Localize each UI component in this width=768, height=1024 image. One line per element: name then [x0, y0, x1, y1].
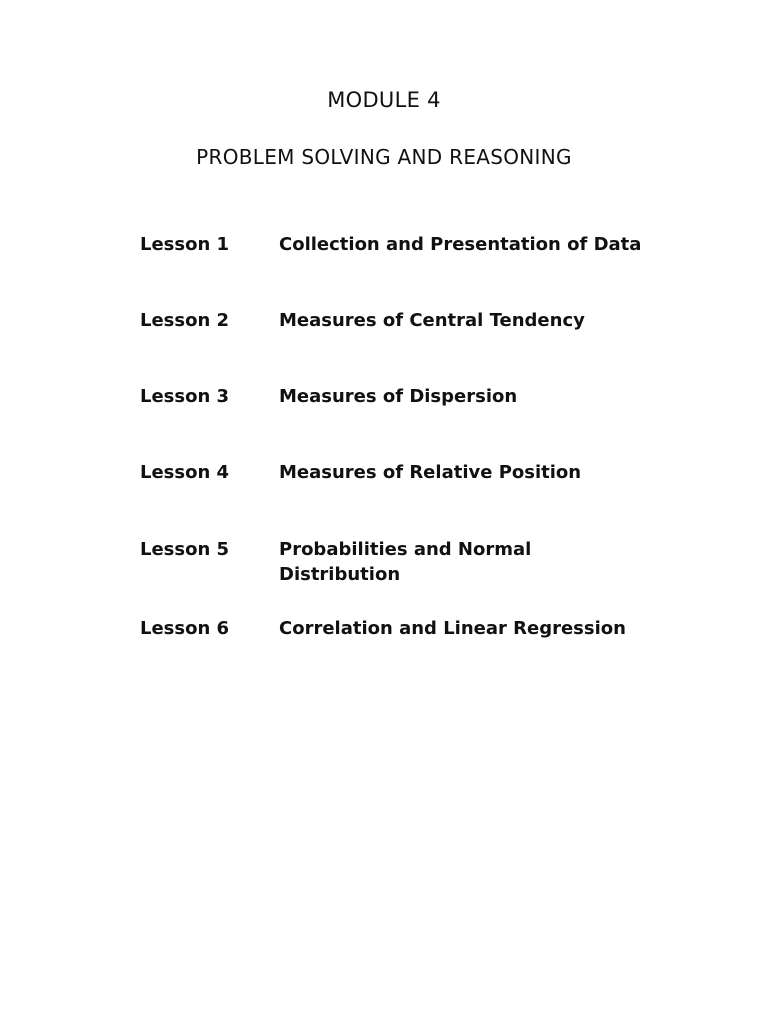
lesson-title: Probabilities and Normal Distribution	[279, 539, 532, 585]
lesson-title: Correlation and Linear Regression	[279, 618, 626, 639]
lesson-row-6	[140, 616, 700, 641]
lesson-title: Collection and Presentation of Data	[279, 234, 642, 255]
lesson-number: Lesson 4	[140, 462, 230, 483]
lesson-title: Measures of Central Tendency	[279, 310, 585, 331]
lesson-row-1	[140, 232, 700, 257]
module-subtitle: PROBLEM SOLVING AND REASONING	[196, 145, 572, 169]
lesson-row-5	[140, 537, 700, 587]
lesson-number: Lesson 1	[140, 234, 230, 255]
lesson-number: Lesson 3	[140, 386, 230, 407]
lesson-row-2	[140, 308, 700, 333]
lesson-title: Measures of Dispersion	[279, 386, 518, 407]
lesson-number: Lesson 2	[140, 310, 230, 331]
lesson-row-3	[140, 384, 700, 409]
lesson-number: Lesson 5	[140, 539, 230, 560]
lesson-row-4	[140, 460, 700, 485]
module-title: MODULE 4	[327, 88, 441, 112]
lesson-title: Measures of Relative Position	[279, 462, 582, 483]
lesson-number: Lesson 6	[140, 618, 230, 639]
